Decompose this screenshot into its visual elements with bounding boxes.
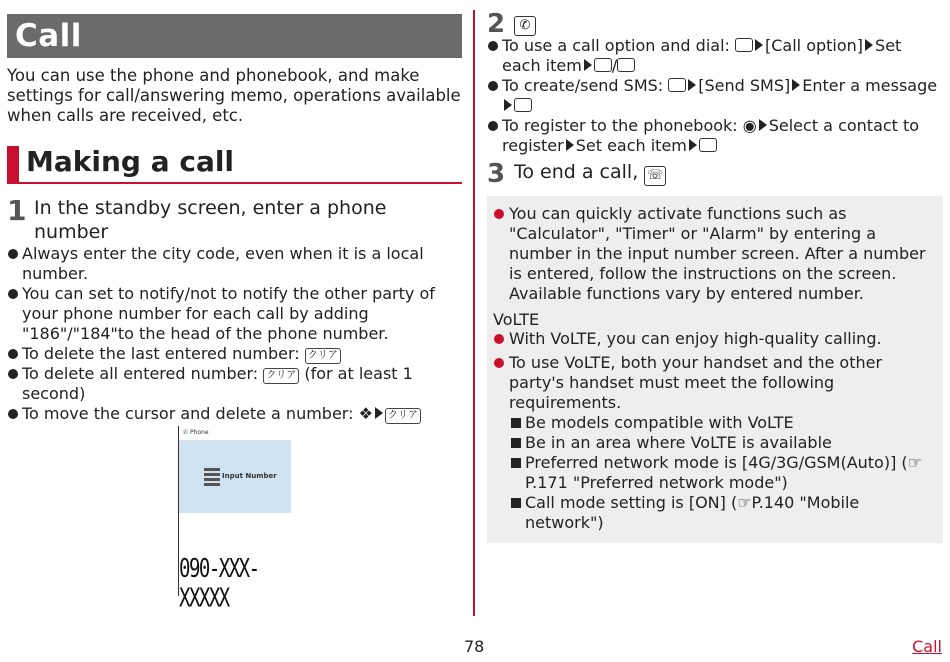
square-bullet-icon: [511, 438, 521, 448]
notes-list: [493, 204, 937, 304]
list-item: To move the cursor and delete a number: ❖ クリア: [7, 404, 462, 424]
square-bullet-icon: [511, 498, 521, 508]
list-item: To use VoLTE, both your handset and the other party's handset must meet the following requirements. Be models compatible with VoLTE Be in an area where VoLTE is available Preferred network mode is [4G/3G/GSM(Auto)] (☞P.171 "Preferred network mode") Call mode setting is [ON] (☞P.140 "Mobile network"): [493, 353, 937, 533]
step-1-bullets: [7, 244, 462, 424]
column-divider: [473, 10, 475, 616]
cursor-key-icon: ❖: [358, 404, 373, 423]
step-text: [514, 10, 943, 36]
bullet-icon: [488, 41, 498, 51]
list-item: To use a call option and dial: [Call option] Set each item /: [487, 36, 943, 76]
mail-key-icon: [514, 98, 532, 112]
notes-box: [487, 196, 943, 543]
bullet-icon: [8, 369, 18, 379]
phone-screenshot: [178, 426, 291, 614]
clear-key-icon: クリア: [305, 348, 341, 364]
menu-key-icon: [668, 78, 686, 92]
left-column: [7, 14, 462, 424]
volte-heading: VoLTE: [493, 310, 540, 329]
bullet-icon: [488, 81, 498, 91]
list-item: To delete the last entered number: クリア: [7, 344, 462, 364]
requirements-list: [509, 413, 937, 533]
keypad-icon: [204, 468, 220, 486]
call-key-icon: [594, 58, 612, 72]
section-title: Making a call: [26, 145, 235, 178]
list-item: Call mode setting is [ON] (☞P.140 "Mobile network"): [509, 493, 937, 533]
list-item: To create/send SMS: [Send SMS] Enter a message: [487, 76, 943, 116]
list-item: To register to the phonebook: ◉ Select a contact to register Set each item: [487, 116, 943, 156]
section-heading: [7, 146, 462, 184]
input-number-label: Input Number: [222, 472, 277, 480]
menu-key-icon: [735, 38, 753, 52]
list-item: You can quickly activate functions such as "Calculator", "Timer" or "Alarm" by entering a number in the input number screen. After a number is entered, follow the instructions on the screen. Available functions vary by entered number.: [493, 204, 937, 304]
step-text: To end a call, ☏: [514, 160, 943, 186]
bullet-icon: [8, 349, 18, 359]
mail-key-icon: [699, 138, 717, 152]
menu-key-icon: [617, 58, 635, 72]
list-item: To delete all entered number: クリア (for at least 1 second): [7, 364, 462, 404]
bullet-icon: [488, 121, 498, 131]
end-call-key-icon: ☏: [644, 166, 666, 186]
input-number-area: [179, 441, 291, 513]
center-key-icon: ◉: [742, 116, 757, 135]
phone-icon: ✆: [183, 429, 189, 436]
step-3: [487, 159, 943, 189]
bullet-icon: [494, 209, 504, 219]
square-bullet-icon: [511, 418, 521, 428]
arrow-icon: [584, 59, 592, 71]
clear-key-icon: クリア: [385, 408, 421, 424]
arrow-icon: [865, 39, 873, 51]
bullet-icon: [494, 358, 504, 368]
bullet-icon: [8, 409, 18, 419]
arrow-icon: [759, 119, 767, 131]
square-bullet-icon: [511, 458, 521, 468]
step-2: [487, 9, 943, 39]
arrow-icon: [689, 139, 697, 151]
step-number: 1: [7, 194, 27, 227]
dialed-number: 090-XXX-XXXXX: [179, 554, 259, 614]
bullet-icon: [8, 249, 18, 259]
call-key-icon: ✆: [514, 16, 536, 36]
list-item: Preferred network mode is [4G/3G/GSM(Auto)] (☞P.171 "Preferred network mode"): [509, 453, 937, 493]
step-1: [7, 196, 462, 244]
arrow-icon: [375, 407, 383, 419]
list-item: Always enter the city code, even when it is a local number.: [7, 244, 462, 284]
section-accent-bar: [7, 146, 19, 182]
list-item: You can set to notify/not to notify the other party of your phone number for each call by adding "186"/"184"to the head of the phone number.: [7, 284, 462, 344]
step-2-bullets: [487, 36, 943, 156]
chapter-link[interactable]: Call: [912, 637, 942, 656]
right-column: [487, 10, 943, 543]
arrow-icon: [566, 139, 574, 151]
arrow-icon: [688, 79, 696, 91]
arrow-icon: [755, 39, 763, 51]
phone-status-bar: ✆ Phone: [179, 426, 291, 441]
arrow-icon: [792, 79, 800, 91]
step-number: 2: [487, 9, 506, 39]
step-number: 3: [487, 159, 506, 189]
bullet-icon: [8, 289, 18, 299]
bullet-icon: [494, 334, 504, 344]
list-item: Be in an area where VoLTE is available: [509, 433, 937, 453]
intro-text: You can use the phone and phonebook, and make settings for call/answering memo, operations available when calls are received, etc.: [7, 66, 461, 125]
page-title: Call: [7, 14, 462, 58]
list-item: Be models compatible with VoLTE: [509, 413, 937, 433]
clear-key-icon: クリア: [263, 368, 299, 384]
arrow-icon: [504, 99, 512, 111]
list-item: With VoLTE, you can enjoy high-quality calling.: [493, 329, 937, 349]
volte-list: [493, 329, 937, 533]
page-number: 78: [464, 637, 485, 656]
step-text: In the standby screen, enter a phone number: [34, 197, 387, 243]
